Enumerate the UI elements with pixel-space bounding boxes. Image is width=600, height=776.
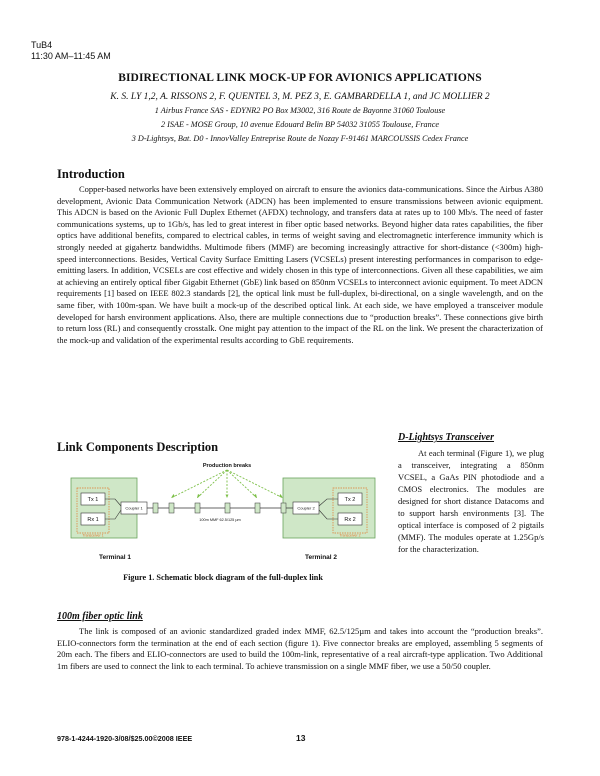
session-code: TuB4 [31,40,53,50]
transceiver-2-label: Transceiver 2 [339,533,361,538]
terminal-1-label: Terminal 1 [98,554,132,561]
footer-copyright: 978-1-4244-1920-3/08/$25.00©2008 IEEE [57,734,193,743]
section-heading-link-components: Link Components Description [57,440,219,454]
break-arrows [171,470,283,498]
fiber-spec-label: 100m MMF 62.5/125 µm [199,518,241,522]
break-arrow-heads [171,494,283,498]
fiber-link-paragraph: The link is composed of an avionic standardized graded index MMF, 62.5/125µm and takes into account the “production breaks”. ELIO-connectors form the termination at the end of each section (figure 1). Five connector breaks are employed, assembling 5 segments of 20m each. The fibers and ELIO-connectors are used to build the 100m-link, representative of a real aircraft-type application. Two Additional 1m fibers are used to connect the link to each terminal. To achieve transmission on a single MMF fiber, we use a 50/50 coupler. [57,626,543,671]
session-header [31,40,111,62]
rx2-label: Rx 2 [344,517,356,523]
coupler-2-label: Coupler 2 [297,505,315,511]
author-list: K. S. LY 1,2, A. RISSONS 2, F. QUENTEL 3, M. PEZ 3, E. GAMBARDELLA 1, and JC MOLLIER 2 [110,92,490,102]
figure-1-block-diagram [57,458,389,566]
production-breaks-label: Production breaks [202,463,252,469]
affiliation-3: 3 D-Lightsys, Bat. D0 - InnovValley Entreprise Route de Nozay F-91461 MARCOUSSIS Cedex France [131,134,469,143]
rx1-label: Rx 1 [87,517,99,523]
figure-1-caption: Figure 1. Schematic block diagram of the full-duplex link [123,573,323,582]
coupler-1-label: Coupler 1 [125,505,143,511]
paper-title: BIDIRECTIONAL LINK MOCK-UP FOR AVIONICS APPLICATIONS [118,72,482,84]
transceiver-paragraph: At each terminal (Figure 1), we plug a transceiver, integrating a 850nm VCSEL, a GaAs PIN photodiode and a CMOS electronics. The modules are designed for short distance Datacoms and to support harsh environments [3]. The optical interface is composed of 2 pigtails (MMF). The modules operate at 1.25Gp/s for the characterization. [398,448,544,554]
introduction-paragraph: Copper-based networks have been extensively employed on aircraft to ensure the avionics data-communications. Since the Airbus A380 development, Avionic Data Communication Network (ADCN) has been implemented to ensure transmissions between avionic equipment. This ADCN is based on the Avionic Full Duplex Ethernet (AFDX) technology, and transfers data at rates up to 100 Mb/s. The need of faster communications systems, up to 1Gb/s, has led to great interest in fiber optic based networks. Beyond higher data rates capabilities, the fiber optics have additional benefits, compared to electrical cables, in terms of weight saving and electromagnetic interference immunity which is strongly needed at gigahertz bandwidths. Multimode fibers (MMF) are becoming increasingly attractive for short-distance (<300m) high-speed interconnections. Besides, Vertical Cavity Surface Emitting Lasers (VCSELs) present interesting performances in comparison to edge-emitting lasers. In addition, VCSELs are cost effective and widely chosen in this type of interconnections. Given all these capabilities, we aim at achieving an entirely optical fiber Gigabit Ethernet (GbE) link based on 850nm VCSELs to interconnect avionic equipment. To meet ADCN requirements [1] based on IEEE 802.3 standards [2], the optical link must be full-duplex, bi-directional, on a single wavelength, and on the same fiber, with 100m-span. We have built a mock-up of the described optical link. At each side, we have employed a transceiver module developed for harsh environment applications. Also, there are multiple connections due to “production breaks”. These connections give birth to return loss (RL) and consequently crosstalk. One might pay attention to the impact of the RL on the link. We present the characterization of the mock-up and validation of the experimental results according to GbE requirements. [57,184,543,345]
transceiver-1-label: Transceiver 1 [82,533,104,538]
page-number: 13 [296,733,306,743]
affiliation-1: 1 Airbus France SAS - EDYNR2 PO Box M3002, 316 Route de Bayonne 31060 Toulouse [154,106,446,115]
affiliation-2: 2 ISAE - MOSE Group, 10 avenue Edouard Belin BP 54032 31055 Toulouse, France [161,120,439,129]
subsection-heading-transceiver: D-Lightsys Transceiver [398,432,495,443]
tx2-label: Tx 2 [344,497,356,503]
terminal-2-label: Terminal 2 [304,554,338,561]
subsection-heading-fiber-link: 100m fiber optic link [57,611,143,622]
section-heading-introduction: Introduction [57,167,125,181]
session-time: 11:30 AM–11:45 AM [31,51,111,61]
tx1-label: Tx 1 [87,497,99,503]
